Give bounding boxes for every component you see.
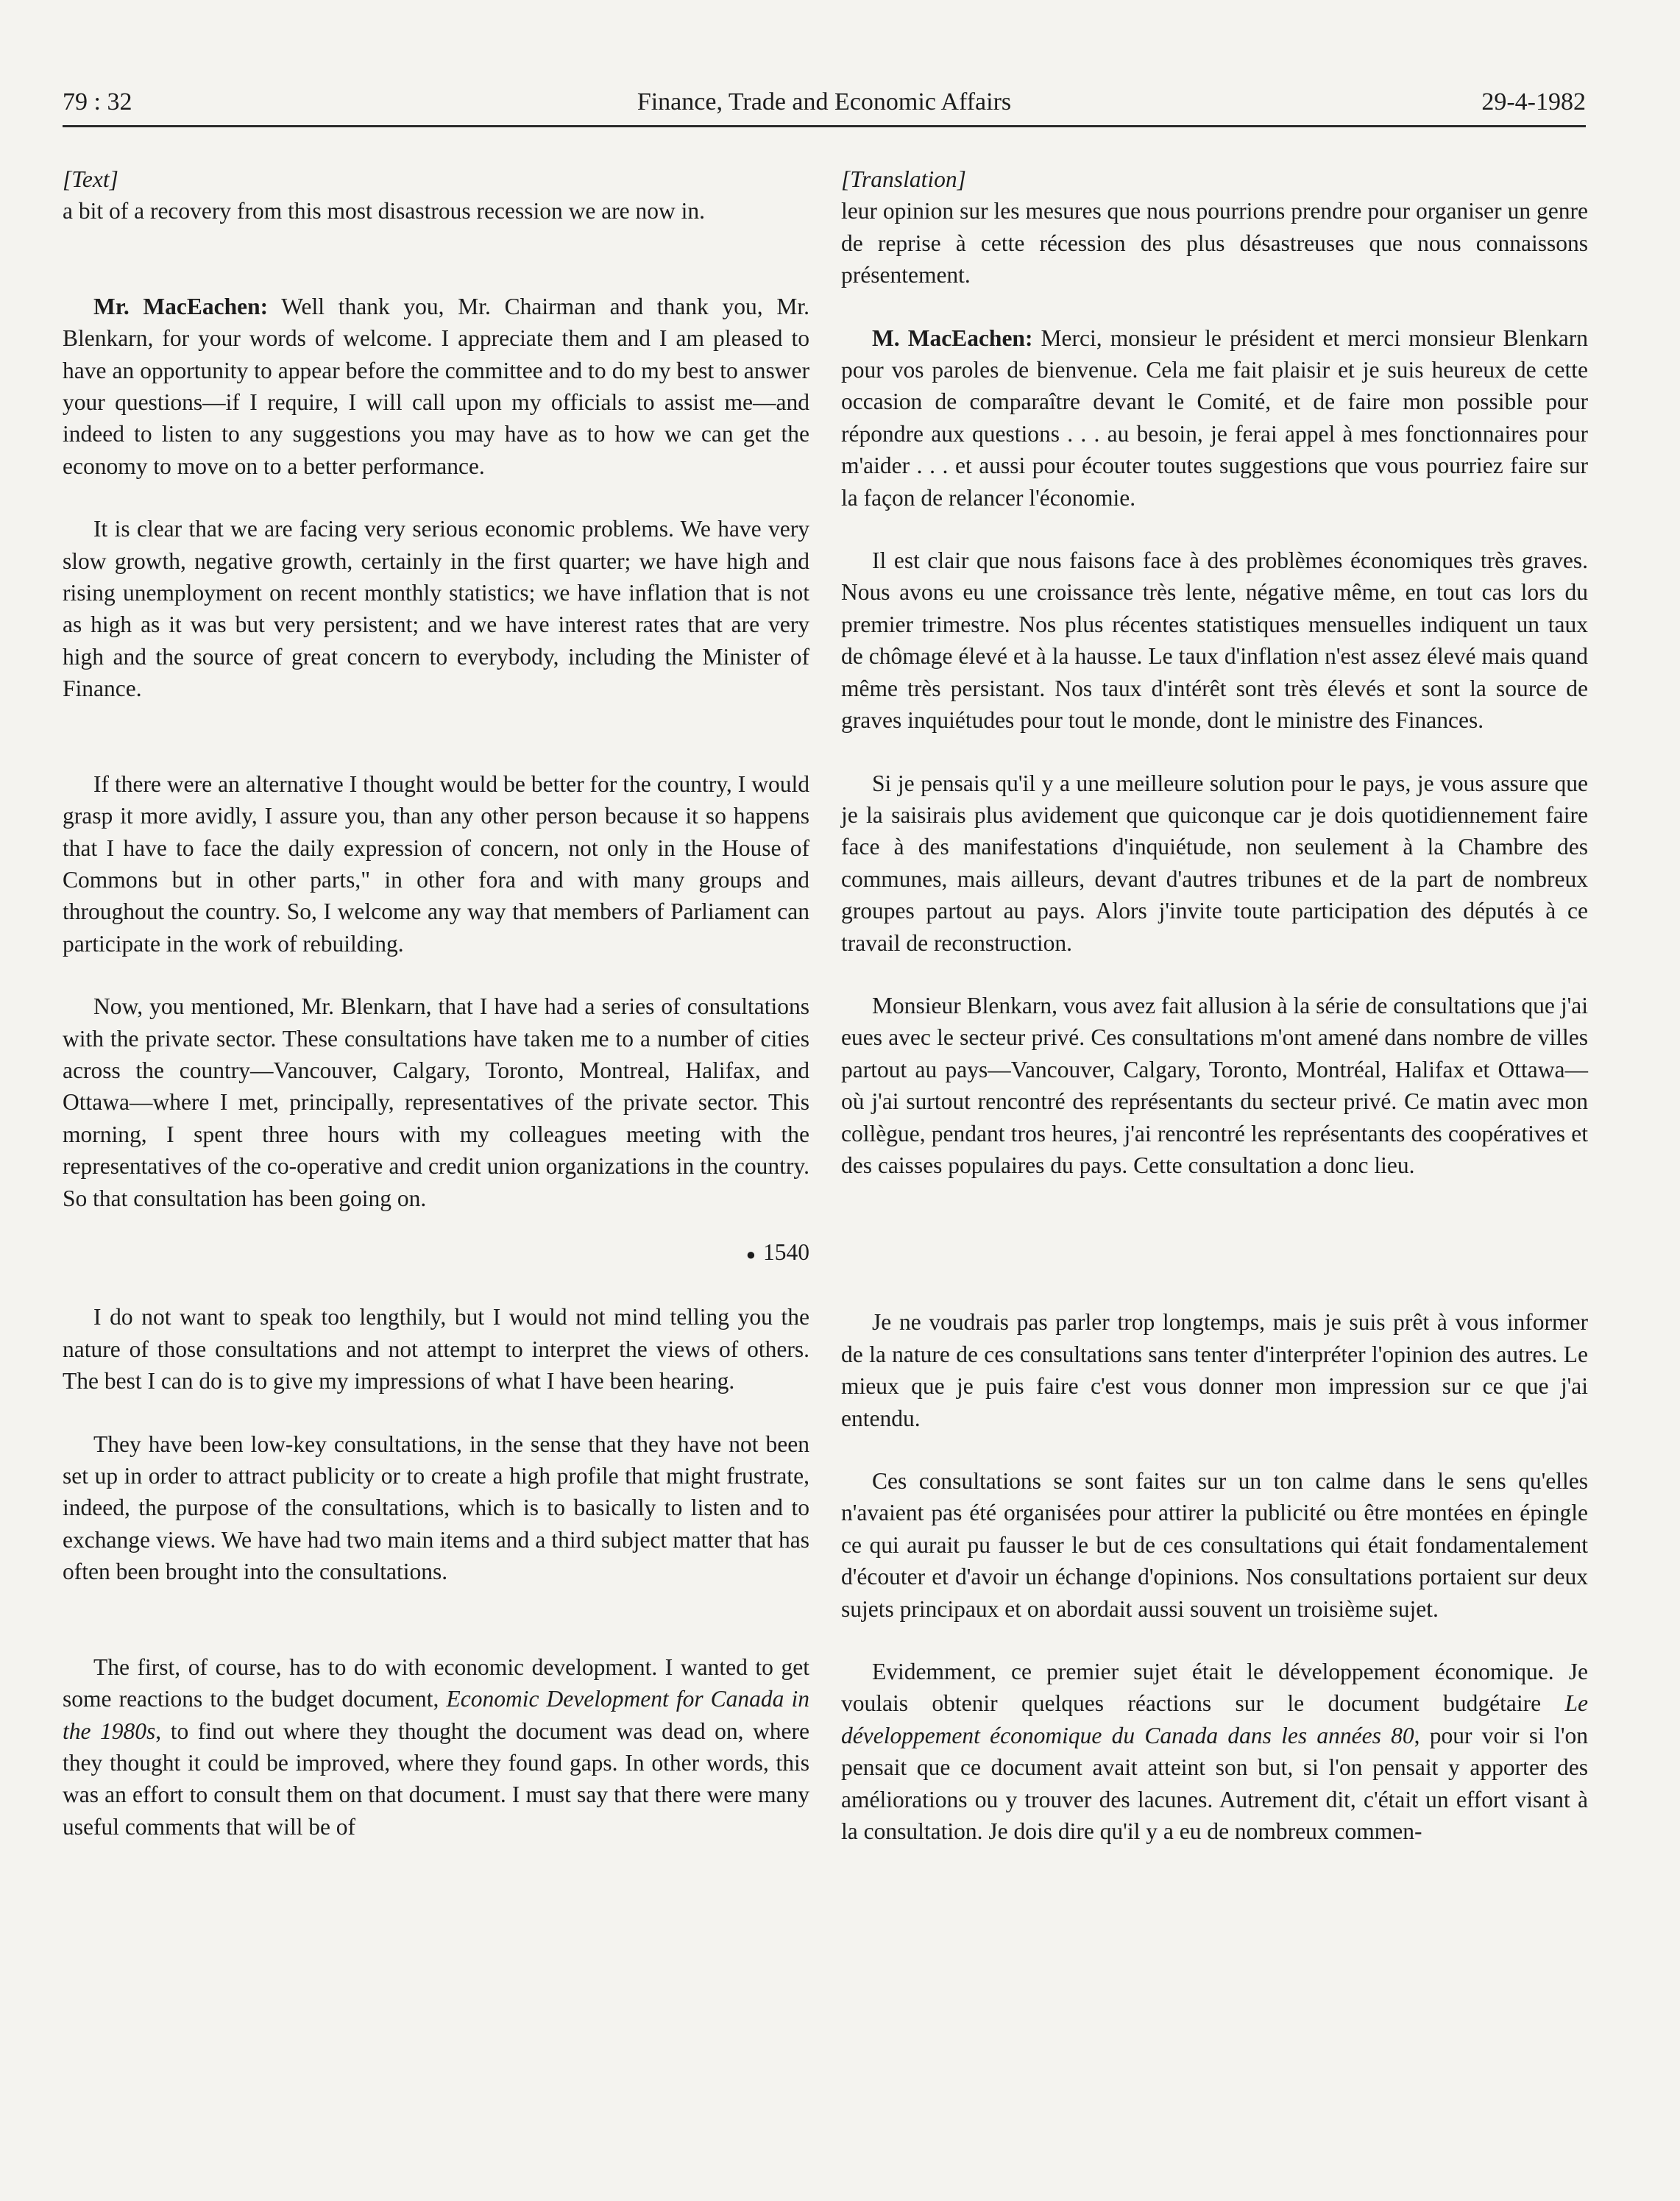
speaker-name: M. MacEachen: (872, 325, 1033, 351)
paragraph: Il est clair que nous faisons face à des problèmes économiques très graves. Nous avons eu une croissance très lente, négative même, en tout cas lors du premier trimestre. Nos plus récentes statistiques mensuelles indiquent un taux de chômage élevé et à la hausse. Le taux d'inflation n'est assez élevé mais quand même très persistant. Nos taux d'intérêt sont très élevés et sont la source de graves inquiétudes pour tout le monde, dont le ministre des Finances. (841, 547, 1588, 734)
paragraph: They have been low-key consultations, in the sense that they have not been set up in order to attract publicity or to create a high profile that might frustrate, indeed, the purpose of the consultations, which is to basically to listen and to exchange views. We have had two main items and a third subject matter that has often been brought into the consultations. (63, 1431, 809, 1585)
column-label-text-word: Text (71, 166, 110, 192)
paragraph: Ces consultations se sont faites sur un ton calme dans le sens qu'elles n'avaient pas été organisées pour attirer la publicité ou être montées en épingle ce qui aurait pu fausser le but de ces consultations qui était fondamentalement d'écouter et d'avoir un échange d'opinions. Nos consultations portaient sur deux sujets principaux et on abordait aussi souvent un troisième sujet. (841, 1468, 1588, 1622)
paragraph: It is clear that we are facing very serious economic problems. We have very slow growth, negative growth, certainly in the first quarter; we have high and rising unemployment on recent monthly statistics; we have inflation that is not as high as it was but very persistent; and we have interest rates that are very high and the source of great concern to everybody, including the Minister of Finance. (63, 516, 809, 702)
speech-text: Well thank you, Mr. Chairman and thank you, Mr. Blenkarn, for your words of welcome. I appreciate them and I am pleased to have an opportunity to appear before the committee and to do my best to answer your questions—if I require, I will call upon my officials to assist me—and indeed to listen to any suggestions you may have as to how we can get the economy to move on to a better performance. (63, 293, 809, 479)
paragraph-text: The first, of course, has to do with economic development. I wanted to get some reactions to the budget document, (63, 1654, 809, 1712)
paragraph-text: Evidemment, ce premier sujet était le développement économique. Je voulais obtenir quelques réactions sur le document budgétaire (841, 1659, 1588, 1717)
paragraph-text: , pour voir si l'on pensait que ce document avait atteint son but, si l'on pensait y apporter des améliorations ou y trouver des lacunes. Autrement dit, c'était un effort visant à la consultation. Je dois dire qu'il y a eu de nombreux commen- (841, 1722, 1588, 1845)
column-label-translation: [Translation] (841, 166, 966, 192)
column-label-text: [Text] (63, 166, 118, 192)
paragraph: If there were an alternative I thought would be better for the country, I would grasp it more avidly, I assure you, than any other person because it so happens that I have to face the daily expression of concern, not only in the House of Commons but in other parts," in other fora and with many groups and throughout the country. So, I welcome any way that members of Parliament can participate in the work of rebuilding. (63, 770, 809, 957)
running-title: Finance, Trade and Economic Affairs (637, 88, 1012, 116)
speaker-name: Mr. MacEachen: (93, 293, 269, 319)
page-header (63, 82, 1586, 127)
speech-paragraph (63, 291, 809, 482)
time-marker (63, 1236, 809, 1270)
english-text-column (63, 163, 809, 1843)
paragraph: Je ne voudrais pas parler trop longtemps, mais je suis prêt à vous informer de la nature de ces consultations sans tenter d'interpréter l'opinion des autres. Le mieux que je puis faire c'est vous donner mon impression sur ce que j'ai entendu. (841, 1309, 1588, 1431)
paragraph: Si je pensais qu'il y a une meilleure solution pour le pays, je vous assure que je la saisirais plus avidement que quiconque car je dois quotidiennement faire face à des manifestations d'inquiétude, non seulement à la Chambre des communes, mais ailleurs, devant d'autres tribunes et de la part de nombreux groupes partout au pays. Alors j'invite toute participation des députés à ce travail de reconstruction. (841, 770, 1588, 956)
paragraph: I do not want to speak too lengthily, but I would not mind telling you the nature of those consultations and not attempt to interpret the views of others. The best I can do is to give my impressions of what I have been hearing. (63, 1304, 809, 1394)
page-number: 79 : 32 (63, 88, 132, 116)
paragraph: Monsieur Blenkarn, vous avez fait allusion à la série de consultations que j'ai eues avec le secteur privé. Ces consultations m'ont amené dans nombre de villes partout au pays—Vancouver, Calgary, Toronto, Montréal, Halifax et Ottawa—où j'ai surtout rencontré des représentants du secteur privé. Ce matin avec mon collègue, pendant tros heures, j'ai rencontré les représentants des coopératives et des caisses populaires du pays. Cette consultation a donc lieu. (841, 992, 1588, 1178)
french-translation-column (841, 163, 1588, 1847)
speech-paragraph (841, 322, 1588, 514)
paragraph (63, 1651, 809, 1843)
paragraph-text: , to find out where they thought the document was dead on, where they thought it could be improved, where they found gaps. In other words, this was an effort to consult them on that document. I must say that there were many useful comments that will be of (63, 1718, 809, 1840)
paragraph-continuation: a bit of a recovery from this most disastrous recession we are now in. (63, 198, 706, 224)
speech-text: Merci, monsieur le président et merci monsieur Blenkarn pour vos paroles de bienvenue. Cela me fait plaisir et je suis heureux de cette occasion de comparaître devant le Comité, et de faire mon possible pour répondre aux questions . . . au besoin, je ferai appel à mes fonctionnaires pour m'aider . . . et aussi pour écouter toutes suggestions que vous pourriez faire sur la façon de relancer l'économie. (841, 325, 1588, 511)
column-label-translation-word: Translation (850, 166, 957, 192)
paragraph-continuation: leur opinion sur les mesures que nous pourrions prendre pour organiser un genre de reprise à cette récession des plus désastreuses que nous connaissons présentement. (841, 198, 1588, 288)
header-date: 29-4-1982 (1481, 88, 1586, 116)
bullet-icon: ● (745, 1245, 756, 1264)
document-title-italic: Economic Development for Canada in the 1980s (63, 1686, 810, 1744)
document-title-italic: Le développement économique du Canada dans les années 80 (841, 1690, 1588, 1748)
paragraph (841, 1656, 1588, 1847)
paragraph: Now, you mentioned, Mr. Blenkarn, that I have had a series of consultations with the private sector. These consultations have taken me to a number of cities across the country—Vancouver, Calgary, Toronto, Montreal, Halifax, and Ottawa—where I met, principally, representatives of the private sector. This morning, I spent three hours with my colleagues meeting with the representatives of the co-operative and credit union organizations in the country. So that consultation has been going on. (63, 993, 809, 1211)
time-marker-value: 1540 (763, 1238, 809, 1265)
